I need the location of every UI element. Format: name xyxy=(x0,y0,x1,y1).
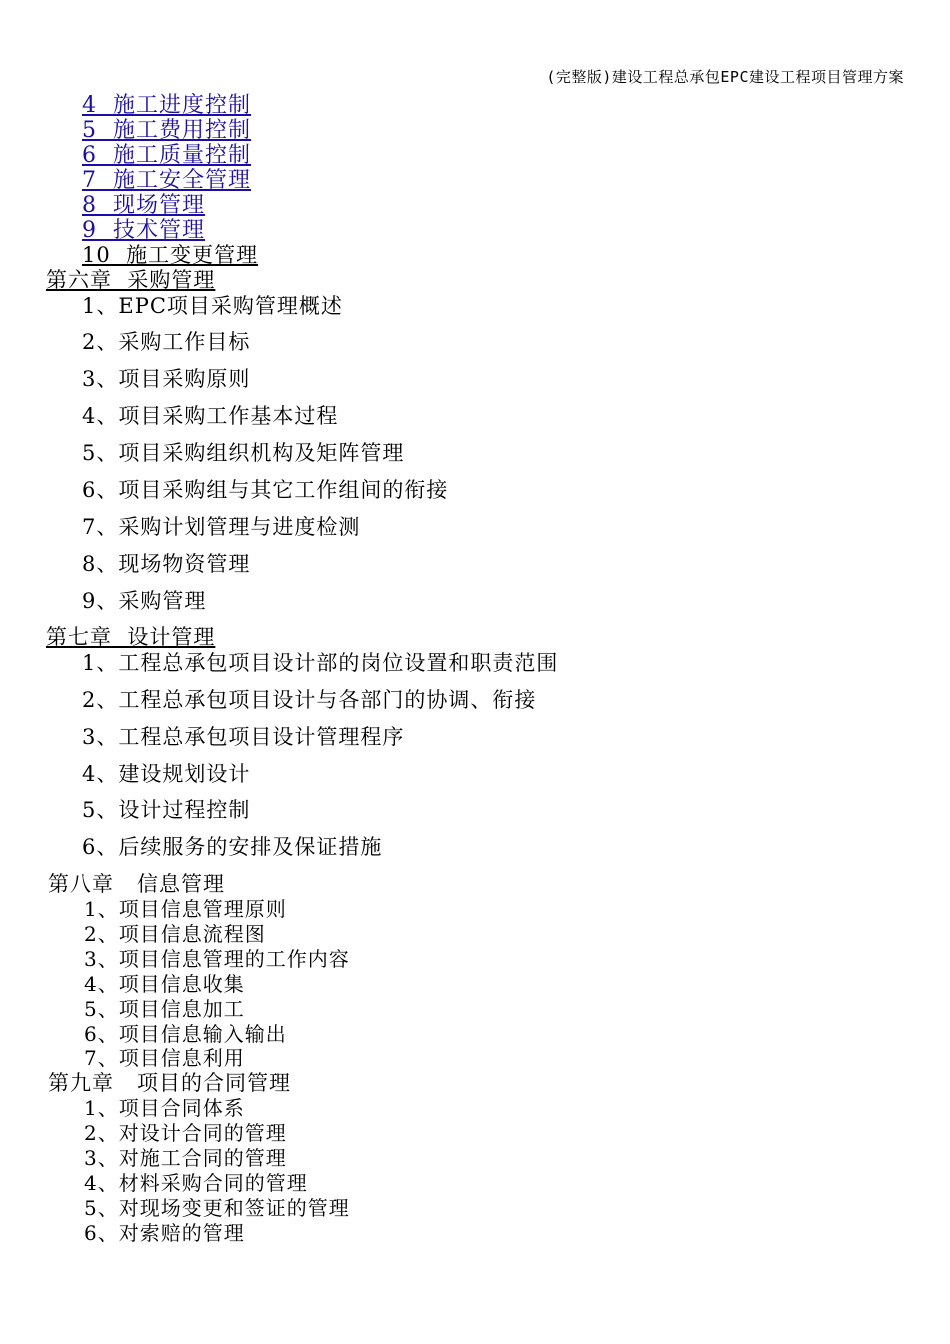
toc-link-technical-management[interactable]: 9 技术管理 xyxy=(82,218,205,243)
chapter6-item: 6、项目采购组与其它工作组间的衔接 xyxy=(82,478,449,502)
chapter8-item: 1、项目信息管理原则 xyxy=(84,897,287,921)
chapter6-item: 8、现场物资管理 xyxy=(82,552,251,576)
toc-link-cost-control[interactable]: 5 施工费用控制 xyxy=(82,118,251,143)
chapter6-title: 第六章 采购管理 xyxy=(46,268,216,292)
chapter6-item: 4、项目采购工作基本过程 xyxy=(82,404,339,428)
toc-link-site-management[interactable]: 8 现场管理 xyxy=(82,193,205,218)
chapter8-item: 4、项目信息收集 xyxy=(84,972,245,996)
chapter9-item: 6、对索赔的管理 xyxy=(84,1221,245,1245)
chapter6-item: 7、采购计划管理与进度检测 xyxy=(82,515,361,539)
chapter9-item: 3、对施工合同的管理 xyxy=(84,1146,287,1170)
chapter7-item: 2、工程总承包项目设计与各部门的协调、衔接 xyxy=(82,688,537,712)
chapter9-item: 4、材料采购合同的管理 xyxy=(84,1171,308,1195)
toc-item-change-management: 10 施工变更管理 xyxy=(82,243,259,267)
chapter9-item: 2、对设计合同的管理 xyxy=(84,1121,287,1145)
chapter8-item: 2、项目信息流程图 xyxy=(84,922,266,946)
chapter6-item: 9、采购管理 xyxy=(82,589,207,613)
chapter7-item: 6、后续服务的安排及保证措施 xyxy=(82,835,383,859)
chapter6-item: 3、项目采购原则 xyxy=(82,367,251,391)
page-header-title: (完整版)建设工程总承包EPC建设工程项目管理方案 xyxy=(546,68,904,86)
chapter7-item: 4、建设规划设计 xyxy=(82,762,251,786)
chapter8-item: 6、项目信息输入输出 xyxy=(84,1022,287,1046)
chapter9-title: 第九章 项目的合同管理 xyxy=(48,1071,292,1095)
chapter9-item: 1、项目合同体系 xyxy=(84,1096,245,1120)
chapter7-item: 3、工程总承包项目设计管理程序 xyxy=(82,725,405,749)
chapter8-item: 5、项目信息加工 xyxy=(84,997,245,1021)
toc-link-progress-control[interactable]: 4 施工进度控制 xyxy=(82,93,251,118)
toc-link-quality-control[interactable]: 6 施工质量控制 xyxy=(82,143,251,168)
chapter9-item: 5、对现场变更和签证的管理 xyxy=(84,1196,350,1220)
chapter7-item: 1、工程总承包项目设计部的岗位设置和职责范围 xyxy=(82,651,559,675)
chapter8-item: 3、项目信息管理的工作内容 xyxy=(84,947,350,971)
chapter7-item: 5、设计过程控制 xyxy=(82,798,251,822)
chapter8-title: 第八章 信息管理 xyxy=(48,872,226,896)
chapter8-item: 7、项目信息利用 xyxy=(84,1046,245,1070)
chapter6-item: 1、EPC项目采购管理概述 xyxy=(82,294,343,318)
toc-link-safety-management[interactable]: 7 施工安全管理 xyxy=(82,168,251,193)
chapter6-item: 2、采购工作目标 xyxy=(82,330,251,354)
chapter7-title: 第七章 设计管理 xyxy=(46,625,216,649)
chapter6-item: 5、项目采购组织机构及矩阵管理 xyxy=(82,441,405,465)
